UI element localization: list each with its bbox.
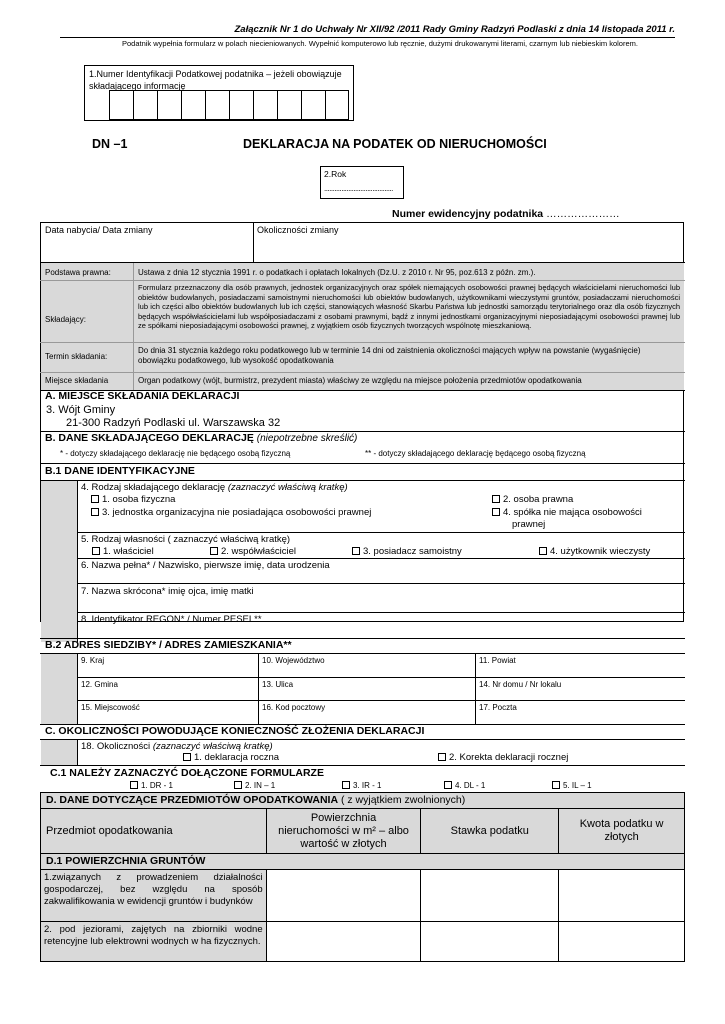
option-partnership[interactable] xyxy=(492,507,677,531)
taxpayer-number-dots[interactable]: ………………… xyxy=(546,208,620,220)
checkbox[interactable] xyxy=(492,495,500,503)
office-address: 21-300 Radzyń Podlaski ul. Warszawska 32 xyxy=(66,417,281,429)
option-label: 4. użytkownik wieczysty xyxy=(550,546,651,557)
checkbox[interactable] xyxy=(342,781,350,789)
checkbox[interactable] xyxy=(438,753,446,761)
option-label: 1. właściciel xyxy=(103,546,154,557)
section-d-heading xyxy=(41,793,685,809)
divider xyxy=(40,480,685,481)
left-margin-shade xyxy=(41,480,77,642)
col-subject: Przedmiot opodatkowania xyxy=(41,809,267,854)
form-code: DN –1 xyxy=(92,137,128,151)
nip-cell[interactable] xyxy=(133,90,157,120)
nip-cell[interactable] xyxy=(229,90,253,120)
header-rule xyxy=(60,37,675,38)
field-14-house-number[interactable]: 14. Nr domu / Nr lokalu xyxy=(479,680,562,689)
nip-cells[interactable] xyxy=(109,90,349,120)
section-b1-heading: B.1 DANE IDENTYFIKACYJNE xyxy=(45,465,195,477)
divider xyxy=(77,677,685,678)
attachment-il1[interactable] xyxy=(552,781,592,791)
submitter-text: Formularz przeznaczony dla osób prawnych, jednostek organizacyjnych oraz spółek niemających osobowości prawnej będących właścicielami nieruchomości lub obiektów budowlanych, posiadaczami samoistnymi nieruchomości lub obiektów budowlanych, użytkownikami wieczystymi gruntów, posiadaczami nieruchomości lub ich części albo obiektów budowlanych lub ich części, stanowiących własność Skarbu Państwa lub jednostki samorządu terytorialnego oraz dla osób fizycznych będących współwłaścicielami lub współposiadaczami z osobami prawnymi, bądź z innymi jednostkami organizacyjnymi nieposiadającymi osobowości prawnej lub ze spółkami nieposiadającymi osobowości prawnej, z wyjątkiem osób fizycznych tworzących wspólnotę mieszkaniową. xyxy=(138,283,680,330)
rate-input[interactable] xyxy=(421,922,559,962)
divider xyxy=(133,263,134,390)
attachment-label: 3. IR - 1 xyxy=(353,781,382,790)
section-c-heading: C. OKOLICZNOŚCI POWODUJĄCE KONIECZNOŚĆ ZŁOŻENIA DEKLARACJI xyxy=(45,725,425,737)
nip-cell[interactable] xyxy=(181,90,205,120)
option-label: 2. osoba prawna xyxy=(503,494,574,505)
option-correction[interactable] xyxy=(438,752,568,764)
attachment-dr1[interactable] xyxy=(130,781,173,791)
divider xyxy=(40,342,685,343)
nip-cell[interactable] xyxy=(109,90,133,120)
section-d-note: ( z wyjątkiem zwolnionych) xyxy=(340,794,466,806)
option-org-unit[interactable] xyxy=(91,507,371,519)
form-title: DEKLARACJA NA PODATEK OD NIERUCHOMOŚCI xyxy=(243,137,547,151)
option-label: 2. współwłaściciel xyxy=(221,546,296,557)
nip-box xyxy=(84,65,354,121)
checkbox[interactable] xyxy=(352,547,360,555)
left-margin-shade xyxy=(41,654,77,724)
checkbox[interactable] xyxy=(210,547,218,555)
section-b2-heading: B.2 ADRES SIEDZIBY* / ADRES ZAMIESZKANIA** xyxy=(45,639,292,651)
nip-cell[interactable] xyxy=(205,90,229,120)
nip-cell[interactable] xyxy=(301,90,325,120)
taxpayer-number xyxy=(392,208,620,220)
place-text: Organ podatkowy (wójt, burmistrz, prezydent miasta) właściwy ze względu na miejsce położenia przedmiotów opodatkowania xyxy=(138,376,582,385)
field-13-street[interactable]: 13. Ulica xyxy=(262,680,294,689)
option-annual[interactable] xyxy=(183,752,279,764)
option-natural-person[interactable] xyxy=(91,494,175,506)
section-a-heading: A. MIEJSCE SKŁADANIA DEKLARACJI xyxy=(45,390,240,402)
divider xyxy=(40,372,685,373)
nip-cell[interactable] xyxy=(157,90,181,120)
option-label: 4. spółka nie mająca osobowości xyxy=(503,507,642,518)
place-label: Miejsce składania xyxy=(45,376,109,385)
checkbox[interactable] xyxy=(91,508,99,516)
year-field[interactable] xyxy=(320,166,404,199)
deadline-label: Termin składania: xyxy=(45,352,108,361)
attachment-in1[interactable] xyxy=(234,781,275,791)
amount-input[interactable] xyxy=(559,870,685,922)
col-area-line1: Powierzchnia xyxy=(310,811,377,824)
field-9-country[interactable]: 9. Kraj xyxy=(81,656,105,665)
option-label: 1. osoba fizyczna xyxy=(102,494,176,505)
checkbox[interactable] xyxy=(130,781,138,789)
checkbox[interactable] xyxy=(91,495,99,503)
checkbox[interactable] xyxy=(444,781,452,789)
col-area xyxy=(266,809,421,854)
year-label: 2.Rok xyxy=(324,169,347,179)
divider xyxy=(77,612,685,613)
office-name: 3. Wójt Gminy xyxy=(46,404,116,416)
divider xyxy=(77,558,685,559)
field-11-county[interactable]: 11. Powiat xyxy=(479,656,516,665)
checkbox[interactable] xyxy=(183,753,191,761)
checkbox[interactable] xyxy=(234,781,242,789)
nip-cell[interactable] xyxy=(325,90,349,120)
taxpayer-number-label: Numer ewidencyjny podatnika xyxy=(392,208,544,220)
option-legal-person[interactable] xyxy=(492,494,573,506)
nip-label: 1.Numer Identyfikacji Podatkowej podatnika – jeżeli obowiązuje składającego informację xyxy=(89,69,342,91)
checkbox[interactable] xyxy=(92,547,100,555)
divider xyxy=(77,653,78,724)
annex-header: Załącznik Nr 1 do Uchwały Nr XII/92 /2011 Rady Gminy Radzyń Podlaski z dnia 14 listopada 2011 r. xyxy=(234,24,675,35)
legal-basis-label: Podstawa prawna: xyxy=(45,268,111,277)
divider xyxy=(77,480,78,642)
checkbox[interactable] xyxy=(539,547,547,555)
option-label: 2. Korekta deklaracji rocznej xyxy=(449,752,569,763)
note-legal-person: * - dotyczy składającego deklarację nie będącego osobą fizyczną xyxy=(60,449,291,458)
option-co-owner[interactable] xyxy=(210,546,296,558)
attachment-label: 2. IN – 1 xyxy=(245,781,276,790)
field-6-full-name[interactable]: 6. Nazwa pełna* / Nazwisko, pierwsze imię, data urodzenia xyxy=(81,560,330,571)
field-16-postal-code[interactable]: 16. Kod pocztowy xyxy=(262,703,326,712)
area-input[interactable] xyxy=(266,870,421,922)
divider xyxy=(258,653,259,724)
row-water-land: 2. pod jeziorami, zajętych na zbiorniki wodne retencyjne lub elektrowni wodnych w ha fizycznych. xyxy=(41,922,267,962)
field-4-text: 4. Rodzaj składającego deklarację xyxy=(81,482,226,493)
legal-basis-text: Ustawa z dnia 12 stycznia 1991 r. o podatkach i opłatach lokalnych (Dz.U. z 2010 r. Nr 95, poz.613 z późn. zm.). xyxy=(138,268,536,277)
field-17-post-office[interactable]: 17. Poczta xyxy=(479,703,517,712)
row-business-land: 1.związanych z prowadzeniem działalności gospodarczej, bez względu na sposób zakwalifikowania w ewidencji gruntów i budynków xyxy=(41,870,267,922)
field-15-city[interactable]: 15. Miejscowość xyxy=(81,703,140,712)
option-label: 3. jednostka organizacyjna nie posiadająca osobowości prawnej xyxy=(102,507,372,518)
submitter-label: Składający: xyxy=(45,315,86,324)
section-d-table xyxy=(40,792,685,962)
divider xyxy=(253,222,254,262)
section-b-title: B. DANE SKŁADAJĄCEGO DEKLARACJĘ xyxy=(45,432,254,444)
divider xyxy=(77,700,685,701)
amount-input[interactable] xyxy=(559,922,685,962)
option-perpetual-user[interactable] xyxy=(539,546,650,558)
option-possessor[interactable] xyxy=(352,546,462,558)
field-10-voivodeship[interactable]: 10. Województwo xyxy=(262,656,325,665)
field-8-regon-pesel[interactable]: 8. Identyfikator REGON* / Numer PESEL** xyxy=(81,614,262,625)
fill-instruction: Podatnik wypełnia formularz w polach niecieniowanych. Wypełnić komputerowo lub ręcznie, dużymi drukowanymi literami, czarnym lub niebieskim kolorem. xyxy=(122,39,638,48)
section-b-heading xyxy=(45,432,357,445)
area-input[interactable] xyxy=(266,922,421,962)
col-area-line2: nieruchomości w m² – albo xyxy=(278,824,409,837)
circumstances-field[interactable]: Okoliczności zmiany xyxy=(257,225,339,235)
checkbox[interactable] xyxy=(552,781,560,789)
option-label: 1. deklaracja roczna xyxy=(194,752,280,763)
left-margin-shade xyxy=(41,740,77,765)
option-label-cont: prawnej xyxy=(512,519,546,530)
deadline-text: Do dnia 31 stycznia każdego roku podatkowego lub w terminie 14 dni od zaistnienia okoliczności mających wpływ na powstanie (wygaśnięcie) obowiązku podatkowego, lub wysokość opodatkowania xyxy=(138,346,641,365)
section-c1-heading: C.1 NALEŻY ZAZNACZYĆ DOŁĄCZONE FORMULARZE xyxy=(50,767,324,779)
col-amount: Kwota podatku w złotych xyxy=(559,809,685,854)
field-18-note: (zaznaczyć właściwą kratkę) xyxy=(152,741,273,752)
note-natural-person: ** - dotyczy składającego deklarację będącego osobą fizyczną xyxy=(365,449,586,458)
checkbox[interactable] xyxy=(492,508,500,516)
section-d-title: D. DANE DOTYCZĄCE PRZEDMIOTÓW OPODATKOWANIA xyxy=(46,794,339,806)
divider xyxy=(40,739,685,740)
col-rate: Stawka podatku xyxy=(421,809,559,854)
field-18-text: 18. Okoliczności xyxy=(81,741,151,752)
field-5-label: 5. Rodzaj własności ( zaznaczyć właściwą kratkę) xyxy=(81,534,291,545)
attachment-ir1[interactable] xyxy=(342,781,381,791)
rate-input[interactable] xyxy=(421,870,559,922)
divider xyxy=(40,280,685,281)
option-owner[interactable] xyxy=(92,546,154,558)
field-4-note: (zaznaczyć właściwą kratkę) xyxy=(227,482,348,493)
year-dots: ........................................ xyxy=(324,184,393,193)
field-7-short-name[interactable]: 7. Nazwa skrócona* imię ojca, imię matki xyxy=(81,586,254,597)
divider xyxy=(40,463,685,464)
attachment-label: 4. DL - 1 xyxy=(455,781,486,790)
option-label: 3. posiadacz samoistny xyxy=(363,546,462,557)
field-4-label xyxy=(81,482,348,494)
section-d1-heading: D.1 POWIERZCHNIA GRUNTÓW xyxy=(41,854,685,870)
divider xyxy=(77,583,685,584)
field-12-commune[interactable]: 12. Gmina xyxy=(81,680,118,689)
attachment-dl1[interactable] xyxy=(444,781,485,791)
section-b-note: (niepotrzebne skreślić) xyxy=(256,433,358,444)
divider xyxy=(77,532,685,533)
attachment-label: 1. DR - 1 xyxy=(141,781,174,790)
col-area-line3: wartość w złotych xyxy=(300,837,387,850)
nip-cell[interactable] xyxy=(277,90,301,120)
divider xyxy=(40,765,685,766)
divider xyxy=(475,653,476,724)
nip-cell[interactable] xyxy=(253,90,277,120)
divider xyxy=(77,739,78,765)
date-field[interactable]: Data nabycia/ Data zmiany xyxy=(45,225,153,235)
attachment-label: 5. IL – 1 xyxy=(563,781,592,790)
divider xyxy=(40,653,685,654)
